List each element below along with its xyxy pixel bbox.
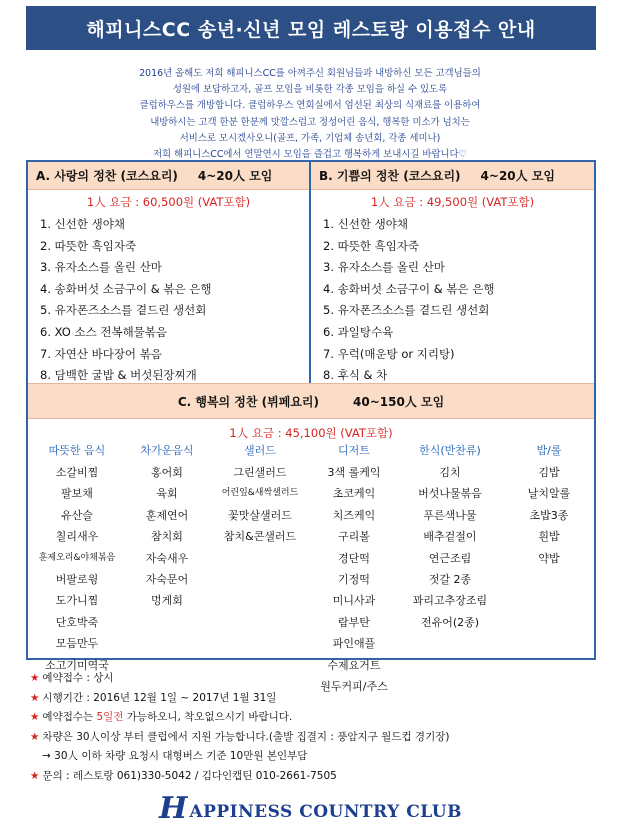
- section-a-name: A. 사랑의 정찬 (코스요리): [36, 169, 178, 183]
- menu-item: 7. 우럭(매운탕 or 지리탕): [323, 346, 455, 361]
- buffet-item: 초밥3종: [529, 508, 569, 522]
- menu-item: 6. XO 소스 전복해물볶음: [40, 324, 168, 339]
- buffet-item: 김치: [439, 466, 461, 479]
- section-a-header: [28, 162, 309, 190]
- buffet-item: 그린샐러드: [233, 466, 287, 479]
- buffet-item: 버섯나물볶음: [418, 487, 482, 501]
- buffet-item: 김밥: [538, 466, 560, 479]
- buffet-item: 버팔로윙: [55, 573, 99, 587]
- menu-item: 7. 자연산 바다장어 볶음: [40, 346, 162, 361]
- buffet-column-header: 디저트: [338, 444, 370, 457]
- buffet-item: 원두커피/주스: [320, 680, 388, 694]
- buffet-item: 구리볼: [338, 530, 370, 544]
- buffet-item: 팔보채: [61, 487, 93, 501]
- buffet-item: 흰밥: [538, 530, 560, 544]
- buffet-item: 소갈비찜: [55, 466, 99, 479]
- buffet-column: [126, 439, 208, 697]
- buffet-item: 도가니찜: [55, 594, 99, 608]
- star-icon: ★: [30, 730, 40, 743]
- buffet-column-header: 한식(반찬류): [419, 444, 481, 457]
- intro-line: 서비스로 모시겠사오니(골프, 가족, 기업체 송년회, 각종 세미나): [179, 132, 441, 144]
- buffet-grid: [28, 439, 594, 697]
- buffet-item: 전유어(2종): [420, 615, 480, 629]
- buffet-item: 칠리새우: [55, 530, 99, 544]
- section-b-name: B. 기쁨의 정찬 (코스요리): [319, 169, 461, 183]
- buffet-item: 치즈케익: [332, 508, 376, 522]
- buffet-item: 자숙새우: [145, 551, 189, 565]
- menu-item: 6. 과일탕수육: [323, 324, 394, 339]
- buffet-item: 배추겉절이: [423, 530, 477, 544]
- buffet-item: 3색 롤케익: [327, 466, 381, 479]
- buffet-item: 단호박죽: [55, 615, 99, 629]
- buffet-item: 날치알롤: [527, 487, 571, 501]
- buffet-item: 훈제연어: [145, 508, 189, 522]
- section-a-menu: [28, 214, 309, 408]
- menu-item: 4. 송화버섯 소금구이 & 볶은 은행: [323, 281, 495, 296]
- buffet-item: 미니사과: [332, 594, 376, 608]
- club-logo: [0, 784, 621, 824]
- buffet-item: 훈제오리&야채볶음: [38, 552, 116, 563]
- buffet-column: [208, 439, 312, 697]
- menu-item: 5. 유자폰즈소스를 곁드린 생선회: [323, 303, 490, 318]
- menu-item: 5. 유자폰즈소스를 곁드린 생선회: [40, 303, 207, 318]
- buffet-item: 수제요거트: [327, 658, 381, 672]
- menu-item: 3. 유자소스를 올린 산마: [323, 260, 445, 275]
- menu-item: 2. 따뜻한 흑임자죽: [40, 238, 137, 253]
- buffet-item: 꽃맛살샐러드: [228, 508, 292, 522]
- intro-line: 클럽하우스를 개방합니다. 클럽하우스 연회실에서 엄선된 최상의 식재료를 이용하여: [139, 100, 481, 112]
- advance-days: 5일전: [96, 711, 124, 724]
- buffet-item: 초코케익: [332, 487, 376, 501]
- buffet-item: 멍게회: [151, 594, 183, 608]
- section-c-name: C. 행복의 정찬 (뷔페요리): [177, 394, 320, 409]
- star-icon: ★: [30, 711, 40, 724]
- note-bus: ★ 차량은 30人이상 부터 클럽에서 지원 가능합니다.(출발 집결지 : 풍암지구 월드컵 경기장): [30, 730, 450, 743]
- menu-item: 8. 담백한 굴밥 & 버섯된장찌개: [40, 368, 197, 383]
- star-icon: ★: [30, 672, 40, 684]
- note-reserve: ★ 예약접수 : 상시: [30, 672, 114, 684]
- buffet-column: [312, 439, 396, 697]
- buffet-column-header: 따뜻한 음식: [48, 444, 106, 457]
- intro-line: 2016년 올해도 저희 해피니스CC를 아껴주신 회원님들과 내방하신 모든 고객님들의: [139, 68, 481, 79]
- section-a: [28, 162, 311, 383]
- menu-item: 3. 유자소스를 올린 산마: [40, 260, 162, 275]
- buffet-column: [504, 439, 594, 697]
- buffet-column-header: 밥/롤: [536, 444, 562, 457]
- section-b: [311, 162, 594, 383]
- section-c-size: 40~150人 모임: [353, 394, 445, 409]
- buffet-item: 푸른색나물: [423, 508, 477, 522]
- buffet-item: 꽈리고추장조림: [412, 594, 488, 608]
- buffet-item: 참치&콘샐러드: [223, 530, 297, 544]
- buffet-item: 젓갈 2종: [428, 573, 472, 587]
- menu-item: 2. 따뜻한 흑임자죽: [323, 238, 420, 253]
- intro-line: 내방하시는 고객 한분 한분께 맛깔스럽고 정성어린 음식, 행복한 미소가 넘치는: [150, 116, 470, 128]
- note-advance: ★ 예약접수는 5일전 가능하오니, 착오없으시기 바랍니다.: [30, 711, 293, 724]
- buffet-column-header: 차가운음식: [140, 444, 194, 457]
- section-b-price: 1人 요금 : 49,500원 (VAT포함): [370, 195, 535, 209]
- note-bus-sub: → 30人 이하 차량 요청시 대형버스 기준 10만원 본인부담: [42, 750, 308, 763]
- menu-item: 4. 송화버섯 소금구이 & 볶은 은행: [40, 281, 212, 296]
- intro-line: 저희 해피니스CC에서 연말연시 모임을 즐겁고 행복하게 보내시길 바랍니다♡: [152, 149, 468, 161]
- intro-text: [40, 66, 580, 163]
- note-period: ★ 시행기간 : 2016년 12월 1일 ~ 2017년 1월 31일: [30, 691, 277, 704]
- intro-line: 성원에 보답하고자, 골프 모임을 비롯한 각종 모임을 하실 수 있도록: [172, 84, 448, 96]
- section-b-menu: [311, 214, 594, 387]
- buffet-item: 소고기미역국: [45, 658, 109, 672]
- buffet-item: 유산슬: [61, 508, 93, 522]
- buffet-column: [396, 439, 504, 697]
- buffet-item: 연근조림: [428, 551, 472, 565]
- logo-initial: H: [159, 791, 188, 826]
- buffet-item: 파인애플: [332, 637, 376, 651]
- buffet-column: [28, 439, 126, 697]
- page-title: 해피니스CC 송년·신년 모임 레스토랑 이용접수 안내: [26, 6, 596, 50]
- buffet-item: 참치회: [151, 530, 183, 544]
- buffet-item: 기정떡: [338, 573, 370, 587]
- buffet-item: 람부탄: [338, 615, 370, 629]
- buffet-item: 어린잎&새싹샐러드: [221, 488, 299, 499]
- section-b-header: [311, 162, 594, 190]
- menu-item: 1. 신선한 생야채: [323, 217, 408, 231]
- buffet-item: 모듬만두: [55, 637, 99, 651]
- buffet-item: 육회: [156, 487, 178, 501]
- section-c-price: 1人 요금 : 45,100원 (VAT포함): [229, 426, 393, 440]
- buffet-item: 홍어회: [151, 466, 183, 479]
- section-b-size: 4~20人 모임: [480, 169, 556, 183]
- section-c-header: [28, 383, 594, 419]
- buffet-item: 경단떡: [338, 551, 370, 565]
- star-icon: ★: [30, 769, 40, 782]
- note-contact: ★ 문의 : 레스토랑 061)330-5042 / 김다인캡틴 010-2661-7505: [30, 769, 337, 782]
- menu-item: 8. 후식 & 차: [323, 368, 388, 383]
- section-a-size: 4~20人 모임: [197, 169, 273, 183]
- notes-section: [30, 669, 590, 787]
- buffet-item: 약밥: [538, 551, 560, 565]
- buffet-column-header: 샐러드: [244, 444, 276, 457]
- logo-text: APPINESS COUNTRY CLUB: [189, 802, 462, 822]
- section-a-price: 1人 요금 : 60,500원 (VAT포함): [86, 195, 251, 209]
- menu-item: 1. 신선한 생야채: [40, 217, 125, 231]
- star-icon: ★: [30, 691, 40, 704]
- buffet-item: 자숙문어: [145, 573, 189, 587]
